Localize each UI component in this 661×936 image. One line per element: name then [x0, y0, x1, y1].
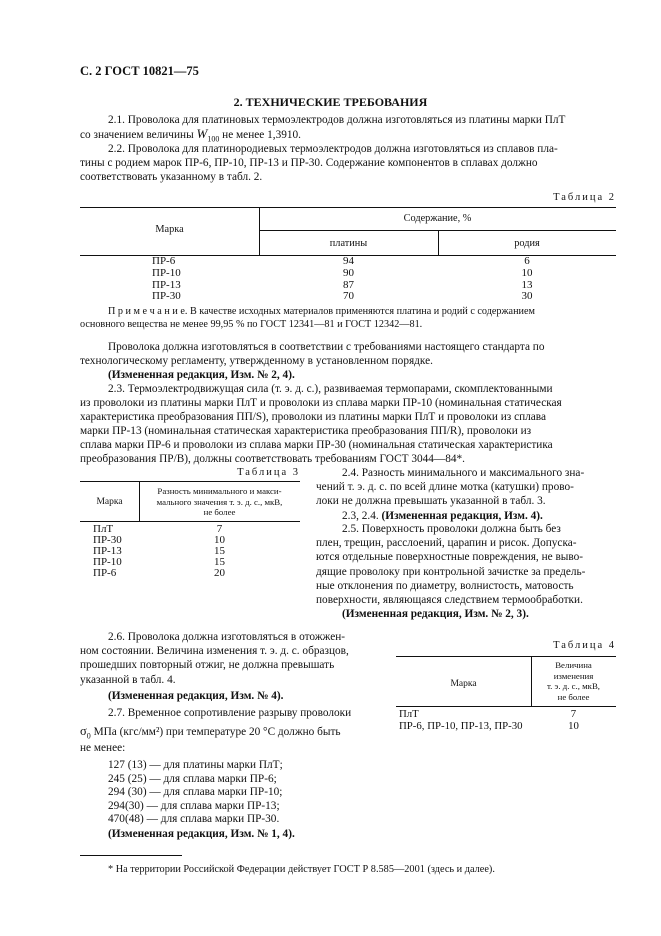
table4-head-rule	[396, 706, 616, 707]
table-row	[80, 291, 616, 303]
table2-top-rule	[80, 207, 616, 208]
table2-cell-marka: ПР-10	[152, 267, 181, 279]
table-row: ПР-10 15	[93, 556, 225, 568]
para-2-2-line2: тины с родием марок ПР-6, ПР-10, ПР-13 и ПР-30. Содержание компонентов в сплавах должно	[80, 157, 538, 169]
table2-cell-pt: 87	[343, 278, 354, 291]
table2-col-marka: Марка	[155, 224, 184, 235]
table2-col-content: Содержание, %	[403, 213, 472, 224]
para-2-7-line1: 2.7. Временное сопротивление разрыву проволоки	[108, 707, 352, 719]
note-line1: П р и м е ч а н и е. В качестве исходных материалов применяются платина и родий с содержанием	[108, 306, 535, 317]
table-row: ПР-6, ПР-10, ПР-13, ПР-30 10	[399, 719, 579, 732]
para-2-3-line4: марки ПР-13 (номинальная статическая характеристика преобразования ПП/R), проволоки из	[80, 425, 532, 437]
para-2-7-line2: $\sigma_0$ МПа (кгс/мм²) при температуре 20 °С должно быть	[80, 724, 341, 741]
table2-cell-marka: ПР-30	[152, 290, 181, 302]
para-production-line1: Проволока должна изготовляться в соответствии с требованиями настоящего стандарта по	[108, 341, 545, 353]
table2-cell-rh: 6	[524, 255, 530, 267]
para-2-3-line3: характеристика преобразования ПП/S), проволоки из платины марки ПлТ и проволоки из сплава	[80, 411, 546, 423]
amendment-2-7: (Измененная редакция, Изм. № 1, 4).	[108, 828, 295, 840]
list-item: 127 (13) — для платины марки ПлТ;	[108, 759, 283, 771]
table2-cell-pt: 94	[343, 255, 354, 267]
table2-cell-rh: 30	[521, 290, 533, 302]
table3-body	[80, 524, 300, 579]
para-2-3-line5: сплава марки ПР-6 и проволоки из сплава марки ПР-30 (номинальная статическая характеристика	[80, 439, 553, 451]
table3-col-marka: Марка	[96, 497, 123, 507]
para-2-1-line1: 2.1. Проволока для платиновых термоэлектродов должна изготовляться из платины марки ПлТ	[108, 114, 566, 126]
para-2-6: 2.6. Проволока должна изготовляться в отожжен- ном состоянии. Величина изменения т. э. д. с. образцов, прошедших повторный отжиг, не должна превышать указанной в табл. 4.	[80, 631, 349, 686]
list-item: 294(30) — для сплава марки ПР-13;	[108, 799, 280, 812]
table4-caption: Таблица 4	[553, 640, 616, 651]
table2-cell-marka: ПР-13	[152, 278, 181, 291]
para-2-1-line2: со значением величины $W_{100}$ не менее 1,3910.	[80, 126, 301, 144]
table2-caption: Таблица 2	[553, 192, 616, 203]
table2-cell-rh: 13	[521, 278, 533, 291]
table2-body	[80, 256, 616, 303]
table4-top-rule	[396, 656, 616, 657]
para-2-4: 2.4. Разность минимального и максимального зна- чений т. э. д. с. по всей длине мотка (катушки) прово- локи не должна превышать указанной в табл. 3. 2.3, 2.4. (Измененная редакция, Изм. 4).	[316, 467, 585, 522]
table-row	[80, 268, 616, 280]
para-2-3-line2: из проволоки из платины марки ПлТ и проволоки из сплава марки ПР-10 (номинальная статическая	[80, 397, 562, 409]
para-2-2-line1: 2.2. Проволока для платинородиевых термоэлектродов должна изготовляться из сплавов пла-	[108, 143, 558, 155]
table3-col-diff: Разность минимального и макси- мального значения т. э. д. с., мкВ, не более	[156, 486, 283, 517]
table2-cell-pt: 90	[343, 267, 354, 279]
table2-cell-pt: 70	[343, 290, 354, 302]
table2-cell-rh: 10	[521, 267, 533, 279]
list-item: 245 (25) — для сплава марки ПР-6;	[108, 772, 277, 785]
table3-head-rule	[80, 521, 300, 522]
table-row: ПР-30 10	[93, 534, 225, 546]
table2-cell-marka: ПР-6	[152, 255, 176, 267]
list-item: 470(48) — для сплава марки ПР-30.	[108, 813, 280, 826]
table4-body	[396, 709, 616, 732]
table4-col-value: Величина изменения т. э. д. с., мкВ, не более	[546, 660, 601, 702]
para-production-line2: технологическому регламенту, утвержденному в установленном порядке.	[80, 355, 433, 367]
table-row: ПР-13 15	[93, 545, 225, 557]
para-2-2-line3: соответствовать указанному в табл. 2.	[80, 171, 263, 183]
table-row: ПлТ 7	[93, 523, 223, 535]
para-2-7-line3: не менее:	[80, 742, 126, 754]
para-2-3-line6: преобразования ПР/В), должны соответствовать требованиям ГОСТ 3044—84*.	[80, 453, 465, 465]
footnote-rule	[80, 855, 182, 856]
page-header: С. 2 ГОСТ 10821—75	[80, 64, 199, 78]
table4-col-marka: Марка	[450, 679, 477, 689]
table3-top-rule	[80, 481, 300, 482]
section-title: 2. ТЕХНИЧЕСКИЕ ТРЕБОВАНИЯ	[233, 95, 428, 109]
para-2-5: 2.5. Поверхность проволоки должна быть без плен, трещин, расслоений, царапин и рисок. Допуска- ются отдельные поверхностные повреждения, не выво- дящие проволоку при контрольной зачистке за предель- ные отклонения по диаметру, волнистость, матовость поверхности, являющаяся следствием термообработки. (Измененная редакция, Изм. № 2, 3).	[316, 523, 586, 621]
amendment-2-6: (Измененная редакция, Изм. № 4).	[108, 690, 284, 702]
footnote: * На территории Российской Федерации действует ГОСТ Р 8.585—2001 (здесь и далее).	[108, 864, 495, 875]
table-row: ПлТ 7	[399, 708, 577, 720]
list-item: 294 (30) — для сплава марки ПР-10;	[108, 786, 283, 799]
amendment-note: (Измененная редакция, Изм. № 2, 4).	[108, 369, 295, 381]
table2-col-platinum: платины	[329, 238, 368, 249]
strength-list	[108, 759, 283, 827]
table-row: ПР-6 20	[93, 567, 225, 579]
note-line2: основного вещества не менее 99,95 % по ГОСТ 12341—81 и ГОСТ 12342—81.	[80, 319, 423, 330]
para-2-3-line1: 2.3. Термоэлектродвижущая сила (т. э. д. с.), развиваемая термопарами, скомплектованными	[108, 383, 553, 395]
table3-caption: Таблица 3	[237, 467, 300, 478]
table2-col-rhodium: родия	[514, 238, 540, 249]
